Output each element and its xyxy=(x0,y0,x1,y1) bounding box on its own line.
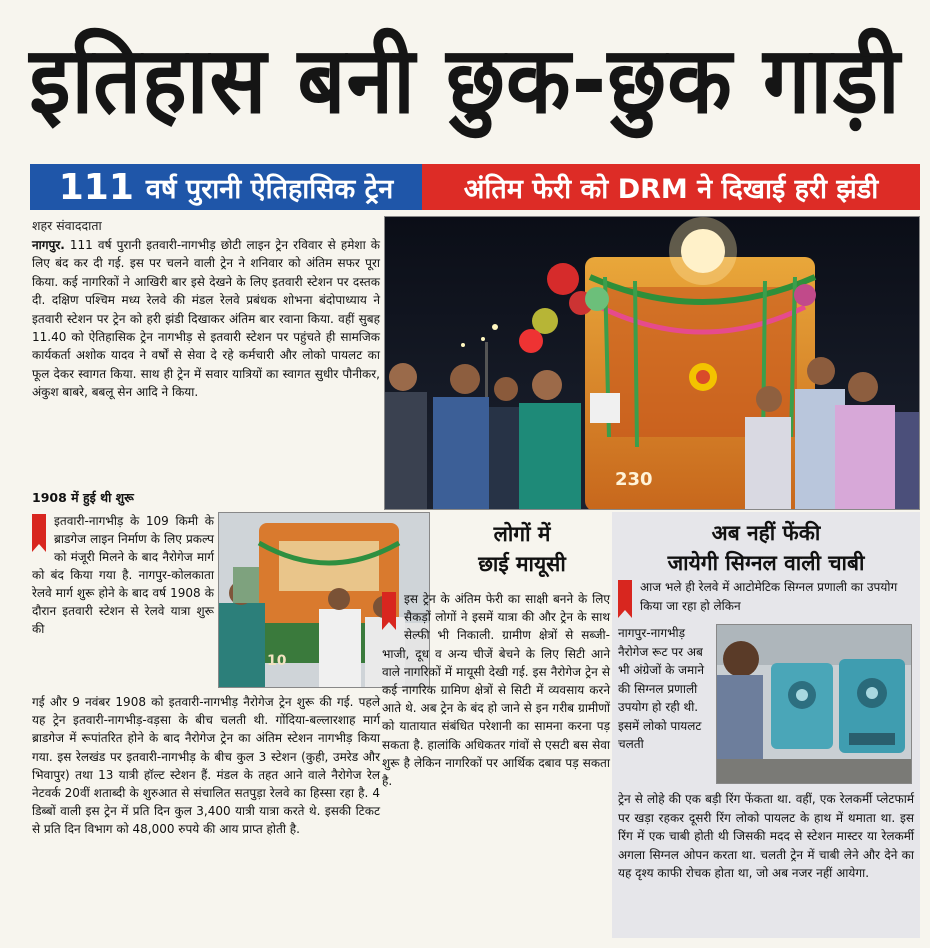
section2-heading-line2: छाई मायूसी xyxy=(478,552,566,576)
section1-full-text: गई और 9 नवंबर 1908 को इतवारी-नागभीड़ नैरोगेज ट्रेन शुरू की गई. पहले यह ट्रेन इतवारी-नागभीड़-वड़सा के बीच चलती थी. गोंदिया-बल्लारशाह मार्ग ब्राडगेज में रूपांतरित होने के बाद नैरोगेज ट्रेन का अंतिम स्टेशन नागभीड़ किया गया. इस रेलखंड पर इतवारी-नागभीड़ के बीच कुल 3 स्टेशन (कुही, उमरेड और भिवापुर) तथा 13 यात्री हॉल्ट स्टेशन हैं. मंडल के तहत आने वाले नैरोगेज रेल नेटवर्क 20वीं शताब्दी के शुरुआत से संचालित सतपुड़ा रेलवे का हिस्सा रहा है. 4 डिब्बों वाली इस ट्रेन में प्रति दिन कुल 3,400 यात्री यात्रा करते थे. इसकी टिकट से प्रति दिन विभाग को 48,000 रुपये की आय प्राप्त होती है. xyxy=(32,695,380,837)
section3-narrow-text: नागपुर-नागभीड़ नैरोगेज रूट पर अब भी अंग्रेजों के जमाने की सिग्नल प्रणाली उपयोग हो रही थी. इसमें लोको पायलट चलती xyxy=(618,626,704,751)
section1-wrapped-text xyxy=(32,512,214,638)
section2-heading xyxy=(436,519,608,579)
section2-body xyxy=(382,590,610,790)
marker-icon xyxy=(618,580,632,618)
masthead-headline xyxy=(0,0,930,160)
banner-left-number: 111 xyxy=(58,166,134,208)
section3-heading xyxy=(612,518,920,578)
train-farewell-photo xyxy=(385,217,920,510)
signal-photo xyxy=(716,624,912,784)
section2-body-text: इस ट्रेन के अंतिम फेरी का साक्षी बनने के लिए सैकड़ों लोगों ने इसमें यात्रा की और ट्रेन के साथ सेल्फी भी निकाली. ग्रामीण क्षेत्रों से सब्जी-भाजी, दूध व अन्य चीजें बेचने के लिए सिटी आने वाले नागरिकों में मायूसी देखी गई. इस नैरोगेज ट्रेन से कई नागरिक ग्रामिण क्षेत्रों से सिटी में व्यवसाय करने आते थे. अब ट्रेन के बंद हो जाने से इन गरीब ग्रामीणों को यातायात संबंधित परेशानी का सामना करना पड़ सकता है. हालांकि अधिकतर गांवों से एसटी बस सेवा शुरू है लेकिन नागरिकों पर आर्थिक दबाव पड़ सकता है. xyxy=(382,592,610,789)
marker-icon xyxy=(382,592,396,630)
section3-intro-text: आज भले ही रेलवे में आटोमेटिक सिग्नल प्रणाली का उपयोग किया जा रहा हो लेकिन xyxy=(640,580,898,613)
section3-intro xyxy=(618,578,914,620)
section2-heading-line1: लोगों में xyxy=(493,522,551,546)
section1-wrapped-body: इतवारी-नागभीड़ के 109 किमी के ब्राडगेज लाइन निर्माण के लिए प्रकल्प को मंजूरी मिलने के बाद नैरोगेज मार्ग को बंद किया गया है. नागपुर-कोलकाता रेलवे मार्ग शुरू होने के बाद वर्ष 1908 के दौरान इतवारी स्टेशन से रेलवे यात्रा शुरू की xyxy=(32,514,214,636)
section3-heading-line2: जायेगी सिग्नल वाली चाबी xyxy=(667,551,865,575)
lead-paragraph xyxy=(32,236,380,402)
byline: शहर संवाददाता xyxy=(32,218,102,233)
dateline: नागपुर. xyxy=(32,238,65,252)
engine-number: 230 xyxy=(615,469,653,490)
banner-right xyxy=(422,164,920,210)
signal-machine-photo xyxy=(717,625,912,784)
lead-body: 111 वर्ष पुरानी इतवारी-नागभीड़ छोटी लाइन ट्रेन रविवार से हमेशा के लिए बंद कर दी गई. इस पर चलने वाली ट्रेन ने शनिवार को अंतिम सफर पूरा किया. कई नागरिकों ने आखिरी बार इसे देखने के लिए इतवारी स्टेशन पर दस्तक दी. दक्षिण पश्चिम मध्य रेलवे की मंडल रेलवे प्रबंधक शोभना बंदोपाध्याय ने इतवारी स्टेशन पर ट्रेन को हरी झंडी दिखाकर अंतिम बार रवाना किया. वहीं सुबह 11.40 को ऐतिहासिक ट्रेन नागभीड़ से इतवारी स्टेशन पर पहुंचते ही सामजिक कार्यकर्ता अशोक यादव ने वर्षों से सेवा दे रहे कर्मचारी और लोको पायलट का फूल देकर स्वागत किया. साथ ही ट्रेन में सवार यात्रियों का स्वागत सुधीर पौनीकर, अंकुश बाबरे, बबलू सेन आदि ने किया. xyxy=(32,238,380,400)
section1-subhead: 1908 में हुई थी शुरू xyxy=(32,490,134,505)
headline-text: इतिहास बनी छुक-छुक गाड़ी xyxy=(29,26,901,134)
banner-left-text: वर्ष पुरानी ऐतिहासिक ट्रेन xyxy=(145,173,394,205)
section3-heading-line1: अब नहीं फेंकी xyxy=(711,521,821,545)
section3-full-text: ट्रेन से लोहे की एक बड़ी रिंग फेंकता था. वहीं, एक रेलकर्मी प्लेटफार्म पर खड़ा रहकर दूसरी रिंग लोको पायलट के हाथ में थमाता था. इस रिंग में एक चाबी होती थी जिसकी मदद से स्टेशन मास्टर या रेलकर्मी अगला सिग्नल ओपन करता था. चलती ट्रेन में चाबी लेने और देने का यह दृश्य काफी रोचक होता था, जो अब नजर नहीं आयेगा. xyxy=(618,792,914,881)
banner-left xyxy=(30,164,422,210)
main-photo xyxy=(384,216,920,510)
marker-icon xyxy=(32,514,46,552)
banner-right-text: अंतिम फेरी को DRM ने दिखाई हरी झंडी xyxy=(463,173,879,205)
small-engine-number: 10 xyxy=(267,653,287,669)
